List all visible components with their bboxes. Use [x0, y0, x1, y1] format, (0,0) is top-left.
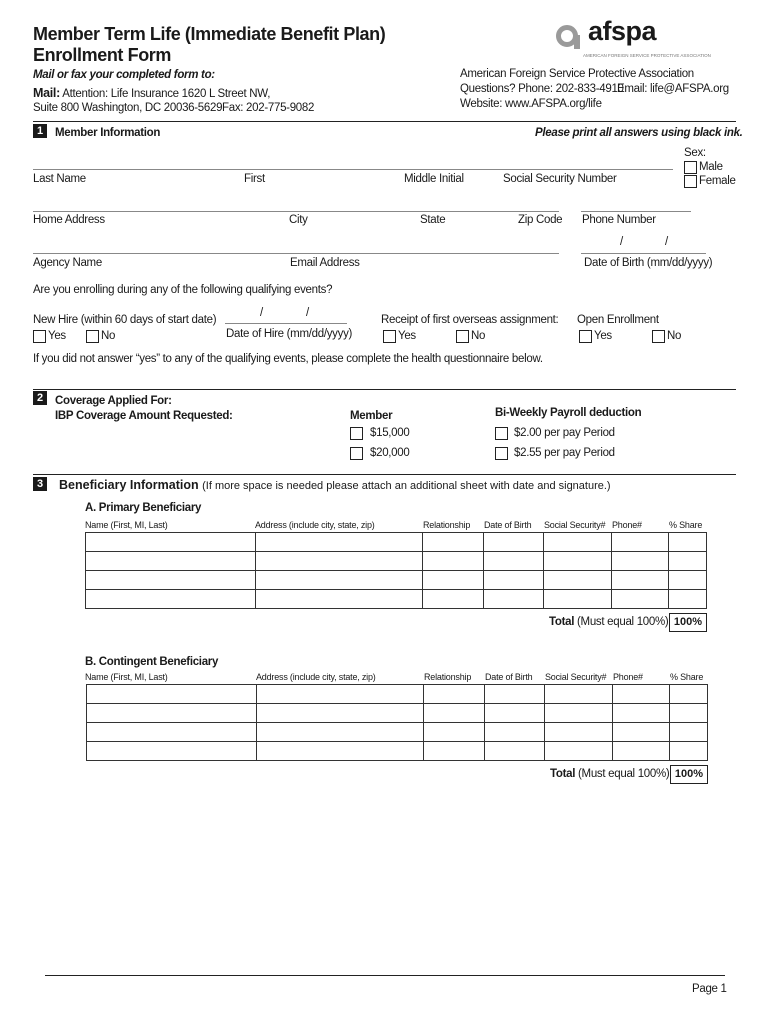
table-row	[87, 685, 708, 704]
contingent-beneficiary-table	[86, 684, 708, 761]
name-input-line[interactable]	[33, 169, 673, 170]
section3-title: Beneficiary Information	[59, 478, 199, 492]
first-name-label: First	[244, 173, 265, 185]
form-title-line1: Member Term Life (Immediate Benefit Plan)	[33, 24, 386, 44]
dob-input-line[interactable]	[581, 253, 706, 254]
section3-divider	[33, 474, 736, 475]
new-hire-no-label: No	[101, 330, 116, 342]
primary-beneficiary-title: A. Primary Beneficiary	[85, 502, 202, 514]
open-enrollment-yes-checkbox[interactable]	[579, 330, 592, 343]
qualifying-question: Are you enrolling during any of the following qualifying events?	[33, 284, 333, 296]
primary-total-line	[549, 616, 668, 628]
deduction-255-label: $2.55 per pay Period	[514, 447, 615, 459]
page-number: Page 1	[692, 983, 727, 995]
dob-slash-2: /	[665, 236, 668, 248]
overseas-yes-label: Yes	[398, 330, 416, 342]
new-hire-no-checkbox[interactable]	[86, 330, 99, 343]
date-of-hire-input-line[interactable]	[225, 323, 347, 324]
contingent-col-ssn: Social Security#	[545, 672, 607, 682]
contingent-col-relationship: Relationship	[424, 672, 472, 682]
overseas-no-label: No	[471, 330, 486, 342]
table-row	[87, 723, 708, 742]
section2-divider	[33, 389, 736, 390]
overseas-no-checkbox[interactable]	[456, 330, 469, 343]
member-header: Member	[350, 410, 393, 422]
home-address-label: Home Address	[33, 214, 105, 226]
sex-male-label: Male	[699, 161, 723, 173]
primary-beneficiary-table	[85, 532, 707, 609]
section3-number: 3	[33, 477, 47, 491]
zip-code-label: Zip Code	[518, 214, 563, 226]
contingent-col-dob: Date of Birth	[485, 672, 533, 682]
section3-heading	[59, 478, 611, 492]
overseas-yes-checkbox[interactable]	[383, 330, 396, 343]
contingent-beneficiary-title: B. Contingent Beneficiary	[85, 656, 219, 668]
state-label: State	[420, 214, 446, 226]
deduction-255-checkbox[interactable]	[495, 447, 508, 460]
mail-prompt: Mail or fax your completed form to:	[33, 69, 215, 81]
payroll-header: Bi-Weekly Payroll deduction	[495, 407, 642, 419]
new-hire-yes-label: Yes	[48, 330, 66, 342]
contingent-total-note: (Must equal 100%)	[578, 768, 670, 780]
hire-slash-1: /	[260, 307, 263, 319]
open-enrollment-label: Open Enrollment	[577, 314, 659, 326]
open-enrollment-no-checkbox[interactable]	[652, 330, 665, 343]
overseas-label: Receipt of first overseas assignment:	[381, 314, 559, 326]
primary-col-address: Address (include city, state, zip)	[255, 520, 375, 530]
new-hire-yes-checkbox[interactable]	[33, 330, 46, 343]
date-of-hire-label: Date of Hire (mm/dd/yyyy)	[226, 328, 353, 340]
mail-address2: Suite 800 Washington, DC 20036-5629	[33, 102, 223, 114]
primary-col-dob: Date of Birth	[484, 520, 532, 530]
amount-20000-checkbox[interactable]	[350, 447, 363, 460]
table-row	[87, 704, 708, 723]
agency-name-label: Agency Name	[33, 257, 102, 269]
sex-female-label: Female	[699, 175, 736, 187]
sex-label: Sex:	[684, 147, 706, 159]
website: Website: www.AFSPA.org/life	[460, 98, 602, 110]
logo-tagline: AMERICAN FOREIGN SERVICE PROTECTIVE ASSOCIATION	[583, 53, 711, 58]
sex-female-checkbox[interactable]	[684, 175, 697, 188]
health-questionnaire-note: If you did not answer “yes” to any of the qualifying events, please complete the health questionnaire below.	[33, 353, 543, 365]
section3-note: (If more space is needed please attach an additional sheet with date and signature.)	[202, 480, 611, 492]
section2-subtitle: IBP Coverage Amount Requested:	[55, 410, 233, 422]
city-label: City	[289, 214, 308, 226]
dob-slash-1: /	[620, 236, 623, 248]
ink-instruction: Please print all answers using black ink.	[535, 127, 743, 139]
open-enrollment-yes-label: Yes	[594, 330, 612, 342]
primary-col-share: % Share	[669, 520, 703, 530]
new-hire-label: New Hire (within 60 days of start date)	[33, 314, 217, 326]
last-name-label: Last Name	[33, 173, 86, 185]
section1-title: Member Information	[55, 127, 161, 139]
primary-total-value: 100%	[669, 613, 707, 632]
hire-slash-2: /	[306, 307, 309, 319]
section2-number: 2	[33, 391, 47, 405]
table-row	[86, 552, 707, 571]
phone-number-label: Phone Number	[582, 214, 656, 226]
footer-divider	[45, 975, 725, 976]
contingent-total-line	[550, 768, 669, 780]
amount-15000-label: $15,000	[370, 427, 410, 439]
phone-input-line[interactable]	[581, 211, 691, 212]
primary-col-relationship: Relationship	[423, 520, 471, 530]
deduction-200-label: $2.00 per pay Period	[514, 427, 615, 439]
questions-phone: Questions? Phone: 202-833-4910	[460, 83, 624, 95]
logo-text: afspa	[588, 16, 657, 46]
contingent-total-value: 100%	[670, 765, 708, 784]
contingent-col-name: Name (First, MI, Last)	[85, 672, 168, 682]
section2-title: Coverage Applied For:	[55, 395, 172, 407]
contingent-col-share: % Share	[670, 672, 704, 682]
primary-col-phone: Phone#	[612, 520, 642, 530]
table-row	[86, 590, 707, 609]
sex-male-checkbox[interactable]	[684, 161, 697, 174]
amount-20000-label: $20,000	[370, 447, 410, 459]
middle-initial-label: Middle Initial	[404, 173, 464, 185]
primary-total-label: Total	[549, 616, 575, 628]
email-address-label: Email Address	[290, 257, 360, 269]
ssn-label: Social Security Number	[503, 173, 617, 185]
fax-number: Fax: 202-775-9082	[222, 102, 315, 114]
table-row	[87, 742, 708, 761]
form-title-line2: Enrollment Form	[33, 45, 172, 65]
primary-col-name: Name (First, MI, Last)	[85, 520, 168, 530]
section1-number: 1	[33, 124, 47, 138]
mail-address1: Attention: Life Insurance 1620 L Street NW,	[62, 88, 271, 100]
contingent-total-label: Total	[550, 768, 576, 780]
contingent-col-phone: Phone#	[613, 672, 643, 682]
agency-email-input-line[interactable]	[33, 253, 559, 254]
table-row	[86, 533, 707, 552]
contact-email: Email: life@AFSPA.org	[617, 83, 729, 95]
amount-15000-checkbox[interactable]	[350, 427, 363, 440]
dob-label: Date of Birth (mm/dd/yyyy)	[584, 257, 713, 269]
section1-divider	[33, 121, 736, 122]
mail-label: Mail:	[33, 86, 60, 100]
mail-line1	[33, 86, 270, 100]
table-row	[86, 571, 707, 590]
contingent-col-address: Address (include city, state, zip)	[256, 672, 376, 682]
deduction-200-checkbox[interactable]	[495, 427, 508, 440]
primary-total-note: (Must equal 100%)	[577, 616, 669, 628]
primary-col-ssn: Social Security#	[544, 520, 606, 530]
open-enrollment-no-label: No	[667, 330, 682, 342]
address-input-line[interactable]	[33, 211, 559, 212]
org-name: American Foreign Service Protective Association	[460, 68, 694, 80]
